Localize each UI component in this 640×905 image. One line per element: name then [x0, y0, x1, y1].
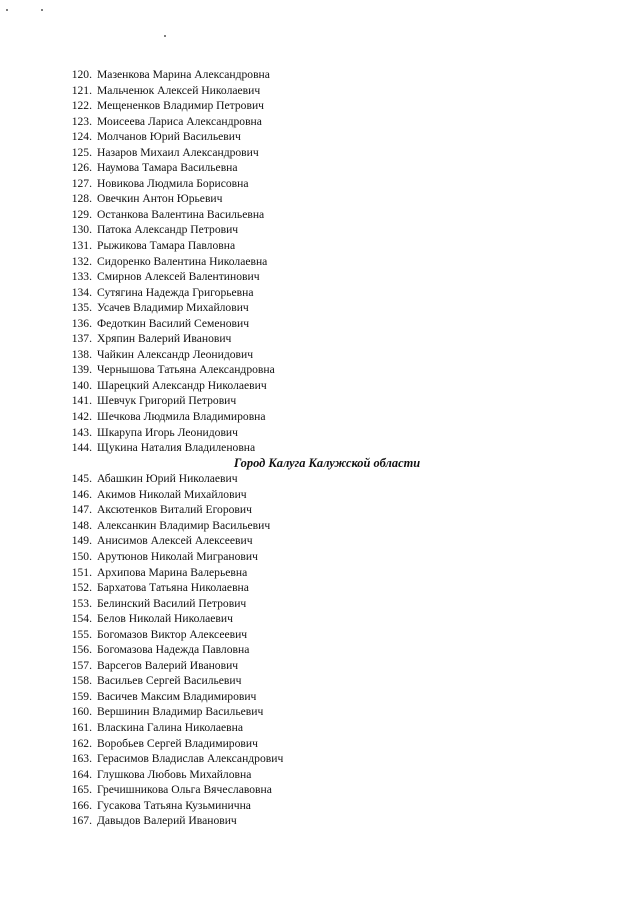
- list-item: [0, 347, 640, 363]
- list-item: [0, 300, 640, 316]
- list-item-number: 131.: [71, 239, 92, 253]
- list-item: [0, 67, 640, 83]
- list-item: [0, 145, 640, 161]
- list-item: [0, 98, 640, 114]
- list-item-number: 135.: [71, 301, 92, 315]
- list-item-number: 127.: [71, 176, 92, 190]
- list-item-number: 136.: [71, 316, 92, 330]
- list-item-name: Останкова Валентина Васильевна: [97, 207, 265, 221]
- list-item-name: Анисимов Алексей Алексеевич: [97, 534, 253, 548]
- list-item: [0, 129, 640, 145]
- list-item: [0, 316, 640, 332]
- list-item-name: Чернышова Татьяна Александровна: [97, 363, 275, 377]
- list-item: [0, 176, 640, 192]
- list-item-number: 167.: [71, 814, 92, 828]
- list-item-name: Акимов Николай Михайлович: [97, 487, 247, 501]
- list-item-name: Давыдов Валерий Иванович: [97, 814, 237, 828]
- list-item-number: 143.: [71, 425, 92, 439]
- list-item-number: 141.: [71, 394, 92, 408]
- list-item-name: Сутягина Надежда Григорьевна: [97, 285, 254, 299]
- list-item: [0, 160, 640, 176]
- list-item: [0, 751, 640, 767]
- list-item-number: 120.: [71, 68, 92, 81]
- list-item-number: 152.: [71, 581, 92, 595]
- list-item-name: Мещененков Владимир Петрович: [97, 99, 264, 113]
- list-item-number: 128.: [71, 192, 92, 206]
- list-item: [0, 813, 640, 829]
- list-item: [0, 720, 640, 736]
- list-item: [0, 627, 640, 643]
- list-item-name: Аксютенков Виталий Егорович: [97, 503, 252, 517]
- list-item: [0, 549, 640, 565]
- list-item-number: 138.: [71, 347, 92, 361]
- list-item-name: Глушкова Любовь Михайловна: [97, 767, 252, 781]
- list-item-number: 130.: [71, 223, 92, 237]
- list-item-number: 157.: [71, 658, 92, 672]
- list-item-number: 160.: [71, 705, 92, 719]
- list-item-number: 126.: [71, 161, 92, 175]
- list-item-number: 144.: [71, 441, 92, 455]
- list-item-number: 151.: [71, 565, 92, 579]
- list-item: [0, 611, 640, 627]
- list-item: [0, 425, 640, 441]
- list-item: [0, 533, 640, 549]
- scan-speck: [41, 9, 43, 11]
- scan-specks: [0, 0, 640, 60]
- list-item-name: Рыжикова Тамара Павловна: [97, 239, 236, 253]
- list-item-name: Васильев Сергей Васильевич: [97, 674, 242, 688]
- list-item-name: Федоткин Василий Семенович: [97, 316, 250, 330]
- list-item-name: Молчанов Юрий Васильевич: [97, 130, 241, 144]
- list-item-number: 139.: [71, 363, 92, 377]
- list-item-name: Патока Александр Петрович: [97, 223, 239, 237]
- list-item: [0, 642, 640, 658]
- list-item-name: Овечкин Антон Юрьевич: [97, 192, 223, 206]
- list-item-number: 150.: [71, 549, 92, 563]
- list-item: [0, 487, 640, 503]
- list-item-number: 159.: [71, 689, 92, 703]
- list-item-name: Шечкова Людмила Владимировна: [97, 410, 266, 424]
- list-item-name: Мазенкова Марина Александровна: [97, 68, 270, 81]
- list-item-number: 142.: [71, 410, 92, 424]
- list-item-number: 161.: [71, 720, 92, 734]
- list-item-number: 148.: [71, 518, 92, 532]
- list-item-name: Моисеева Лариса Александровна: [97, 114, 262, 128]
- list-item: [0, 673, 640, 689]
- list-item-number: 164.: [71, 767, 92, 781]
- list-item-name: Назаров Михаил Александрович: [97, 145, 259, 159]
- list-item: [0, 658, 640, 674]
- list-item-name: Белинский Василий Петрович: [97, 596, 247, 610]
- list-item-number: 123.: [71, 114, 92, 128]
- list-item-number: 163.: [71, 752, 92, 766]
- list-item-number: 134.: [71, 285, 92, 299]
- list-item: [0, 238, 640, 254]
- list-item: [0, 580, 640, 596]
- list-item-number: 149.: [71, 534, 92, 548]
- list-item-number: 154.: [71, 612, 92, 626]
- list-item-number: 145.: [71, 472, 92, 486]
- list-item: [0, 393, 640, 409]
- list-item-number: 165.: [71, 783, 92, 797]
- list-item-name: Власкина Галина Николаевна: [97, 720, 243, 734]
- list-item: [0, 207, 640, 223]
- list-item: [0, 191, 640, 207]
- list-item-number: 153.: [71, 596, 92, 610]
- list-item-name: Абашкин Юрий Николаевич: [97, 472, 238, 486]
- list-item-name: Шкарупа Игорь Леонидович: [97, 425, 238, 439]
- name-list-section-2: [0, 471, 640, 829]
- list-item: [0, 704, 640, 720]
- list-item: [0, 767, 640, 783]
- list-item-name: Арутюнов Николай Мигранович: [97, 549, 258, 563]
- list-item-name: Шевчук Григорий Петрович: [97, 394, 237, 408]
- list-item-number: 125.: [71, 145, 92, 159]
- list-item-number: 121.: [71, 83, 92, 97]
- list-item: [0, 362, 640, 378]
- list-item: [0, 798, 640, 814]
- list-item-name: Мальченюк Алексей Николаевич: [97, 83, 261, 97]
- list-item-number: 147.: [71, 503, 92, 517]
- list-item-name: Бархатова Татьяна Николаевна: [97, 581, 249, 595]
- list-item: [0, 269, 640, 285]
- list-item: [0, 502, 640, 518]
- list-item-name: Васичев Максим Владимирович: [97, 689, 257, 703]
- list-item: [0, 331, 640, 347]
- list-item-name: Чайкин Александр Леонидович: [97, 347, 254, 361]
- list-item-name: Щукина Наталия Владиленовна: [97, 441, 256, 455]
- list-item: [0, 114, 640, 130]
- list-item-name: Архипова Марина Валерьевна: [97, 565, 248, 579]
- list-item-number: 122.: [71, 99, 92, 113]
- document-page: [0, 67, 640, 829]
- list-item: [0, 596, 640, 612]
- list-item-number: 162.: [71, 736, 92, 750]
- list-item-name: Богомазов Виктор Алексеевич: [97, 627, 248, 641]
- list-item-number: 158.: [71, 674, 92, 688]
- list-item-name: Смирнов Алексей Валентинович: [97, 270, 260, 284]
- list-item: [0, 285, 640, 301]
- list-item-name: Наумова Тамара Васильевна: [97, 161, 238, 175]
- list-item-number: 155.: [71, 627, 92, 641]
- scan-speck: [6, 9, 8, 11]
- list-item: [0, 409, 640, 425]
- list-item-name: Герасимов Владислав Александрович: [97, 752, 284, 766]
- list-item: [0, 782, 640, 798]
- list-item: [0, 83, 640, 99]
- list-item: [0, 518, 640, 534]
- list-item-number: 124.: [71, 130, 92, 144]
- list-item-name: Воробьев Сергей Владимирович: [97, 736, 258, 750]
- list-item-number: 133.: [71, 270, 92, 284]
- list-item-number: 156.: [71, 643, 92, 657]
- list-item-number: 129.: [71, 207, 92, 221]
- list-item-name: Новикова Людмила Борисовна: [97, 176, 249, 190]
- list-item: [0, 736, 640, 752]
- list-item-name: Вершинин Владимир Васильевич: [97, 705, 264, 719]
- list-item-name: Гусакова Татьяна Кузьминична: [97, 798, 251, 812]
- list-item-name: Варсегов Валерий Иванович: [97, 658, 239, 672]
- section-heading: Город Калуга Калужской области: [233, 455, 421, 470]
- list-item-name: Алексанкин Владимир Васильевич: [97, 518, 271, 532]
- list-item: [0, 565, 640, 581]
- list-item-name: Усачев Владимир Михайлович: [97, 301, 249, 315]
- list-item: [0, 254, 640, 270]
- list-item: [0, 689, 640, 705]
- list-item: [0, 471, 640, 487]
- scan-speck: [164, 35, 166, 37]
- list-item-name: Шарецкий Александр Николаевич: [97, 378, 267, 392]
- list-item-number: 137.: [71, 332, 92, 346]
- list-item-number: 166.: [71, 798, 92, 812]
- list-item-name: Сидоренко Валентина Николаевна: [97, 254, 268, 268]
- list-item-name: Белов Николай Николаевич: [97, 612, 233, 626]
- list-item-name: Хряпин Валерий Иванович: [97, 332, 232, 346]
- list-item-name: Богомазова Надежда Павловна: [97, 643, 250, 657]
- list-item-name: Гречишникова Ольга Вячеславовна: [97, 783, 272, 797]
- list-item-number: 132.: [71, 254, 92, 268]
- list-item: [0, 378, 640, 394]
- list-item-number: 146.: [71, 487, 92, 501]
- list-item: [0, 222, 640, 238]
- list-item: [0, 440, 640, 456]
- name-list-section-1: [0, 67, 640, 456]
- list-item-number: 140.: [71, 378, 92, 392]
